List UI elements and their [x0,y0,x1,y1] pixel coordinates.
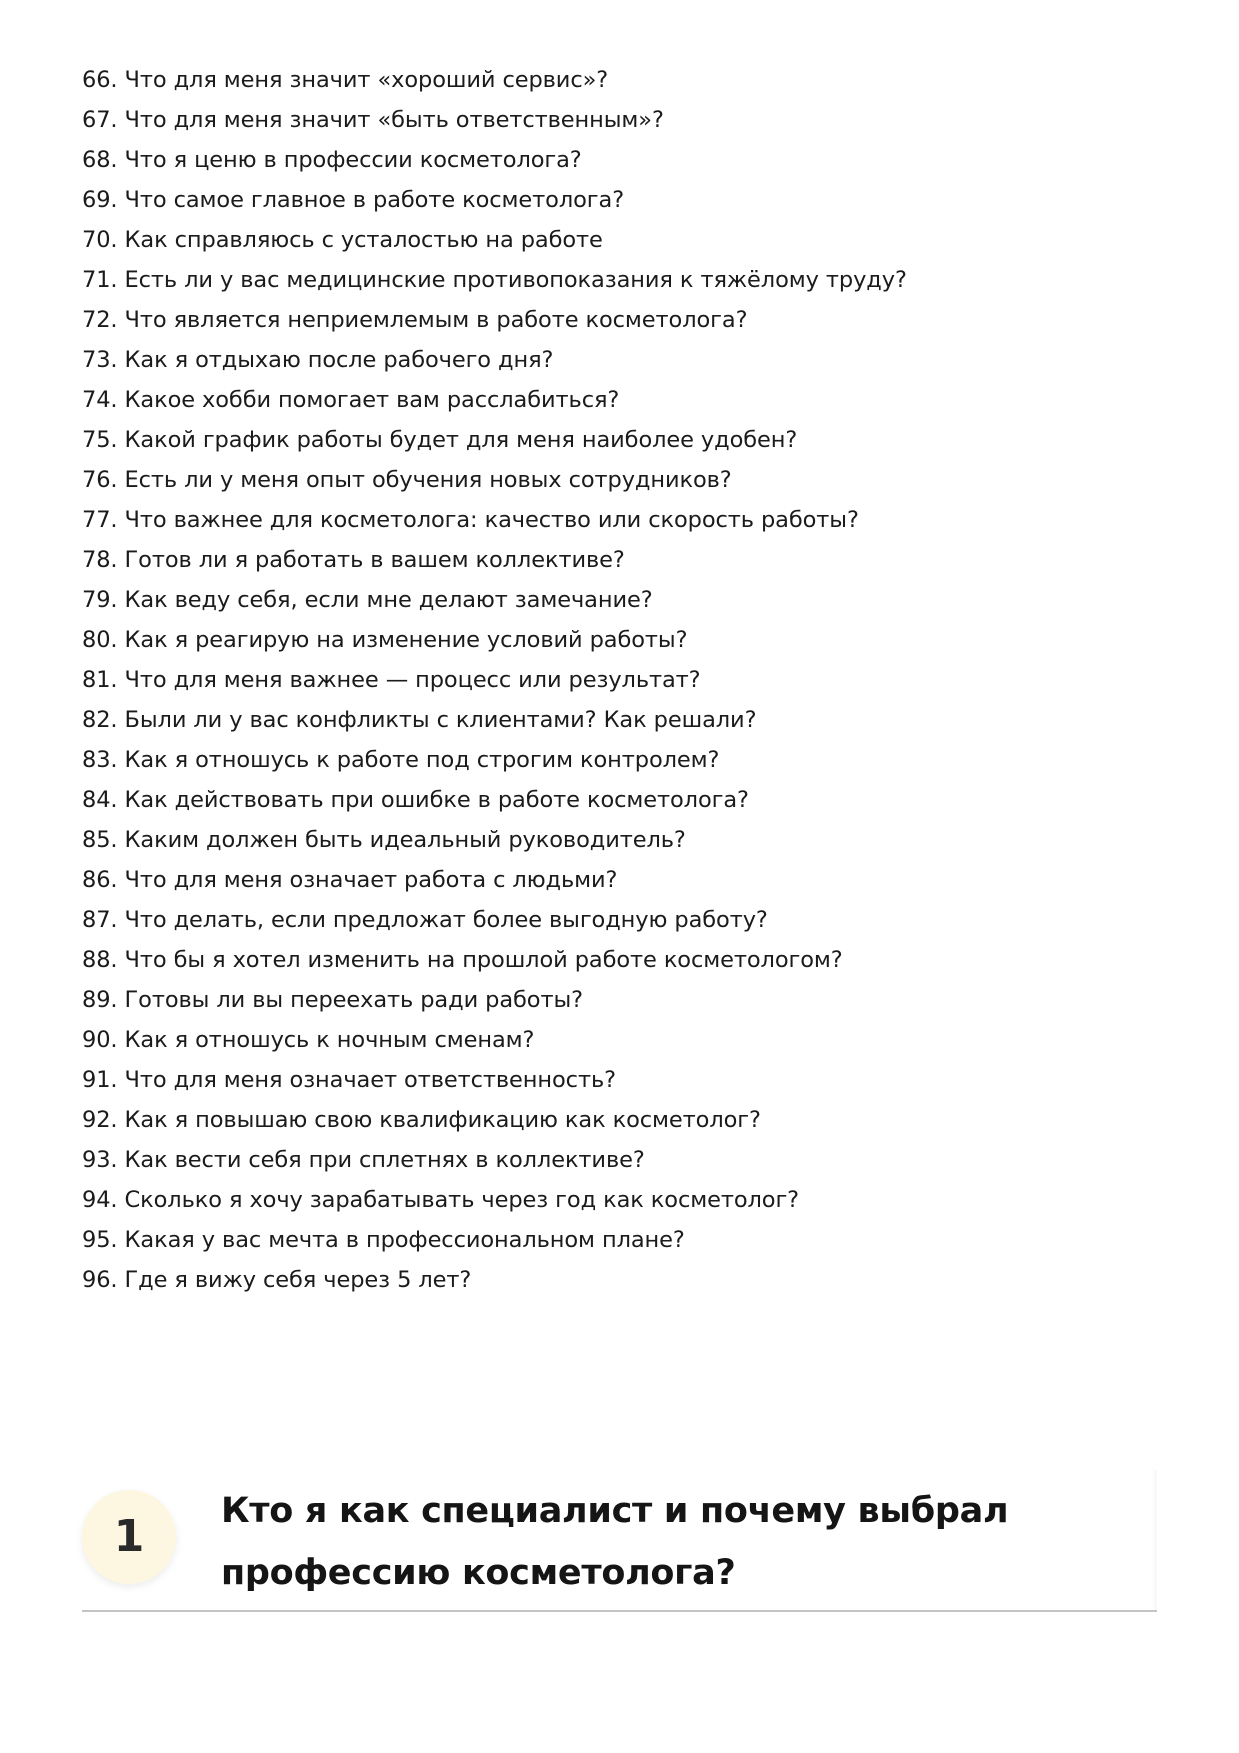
question-item: 90. Как я отношусь к ночным сменам? [82,1027,535,1053]
question-item: 81. Что для меня важнее — процесс или результат? [82,667,701,693]
question-item: 73. Как я отдыхаю после рабочего дня? [82,347,554,373]
section-divider [82,1610,1157,1612]
question-item: 91. Что для меня означает ответственность? [82,1067,616,1093]
question-item: 67. Что для меня значит «быть ответственным»? [82,107,664,133]
section-number-badge: 1 [82,1490,176,1584]
question-item: 89. Готовы ли вы переехать ради работы? [82,987,583,1013]
question-item: 70. Как справляюсь с усталостью на работе [82,227,603,253]
section-heading-block [82,1470,1157,1612]
question-item: 74. Какое хобби помогает вам расслабиться? [82,387,620,413]
question-item: 78. Готов ли я работать в вашем коллективе? [82,547,625,573]
question-item: 84. Как действовать при ошибке в работе косметолога? [82,787,749,813]
question-item: 88. Что бы я хотел изменить на прошлой работе косметологом? [82,947,843,973]
question-item: 69. Что самое главное в работе косметолога? [82,187,625,213]
question-item: 80. Как я реагирую на изменение условий работы? [82,627,688,653]
question-item: 82. Были ли у вас конфликты с клиентами? Как решали? [82,707,757,733]
question-item: 87. Что делать, если предложат более выгодную работу? [82,907,768,933]
question-list [82,60,907,1300]
question-item: 86. Что для меня означает работа с людьми? [82,867,618,893]
question-item: 68. Что я ценю в профессии косметолога? [82,147,582,173]
question-item: 95. Какая у вас мечта в профессиональном плане? [82,1227,685,1253]
question-item: 85. Каким должен быть идеальный руководитель? [82,827,686,853]
question-item: 93. Как вести себя при сплетнях в коллективе? [82,1147,645,1173]
question-item: 66. Что для меня значит «хороший сервис»? [82,67,609,93]
question-item: 79. Как веду себя, если мне делают замечание? [82,587,653,613]
question-item: 72. Что является неприемлемым в работе косметолога? [82,307,748,333]
question-item: 94. Сколько я хочу зарабатывать через год как косметолог? [82,1187,800,1213]
question-item: 96. Где я вижу себя через 5 лет? [82,1267,472,1293]
question-item: 77. Что важнее для косметолога: качество или скорость работы? [82,507,859,533]
question-item: 76. Есть ли у меня опыт обучения новых сотрудников? [82,467,732,493]
question-item: 71. Есть ли у вас медицинские противопоказания к тяжёлому труду? [82,267,907,293]
question-item: 92. Как я повышаю свою квалификацию как косметолог? [82,1107,761,1133]
question-item: 75. Какой график работы будет для меня наиболее удобен? [82,427,798,453]
section-shade [1151,1470,1157,1610]
question-item: 83. Как я отношусь к работе под строгим контролем? [82,747,720,773]
section-title: Кто я как специалист и почему выбрал профессию косметолога? [221,1491,1009,1593]
